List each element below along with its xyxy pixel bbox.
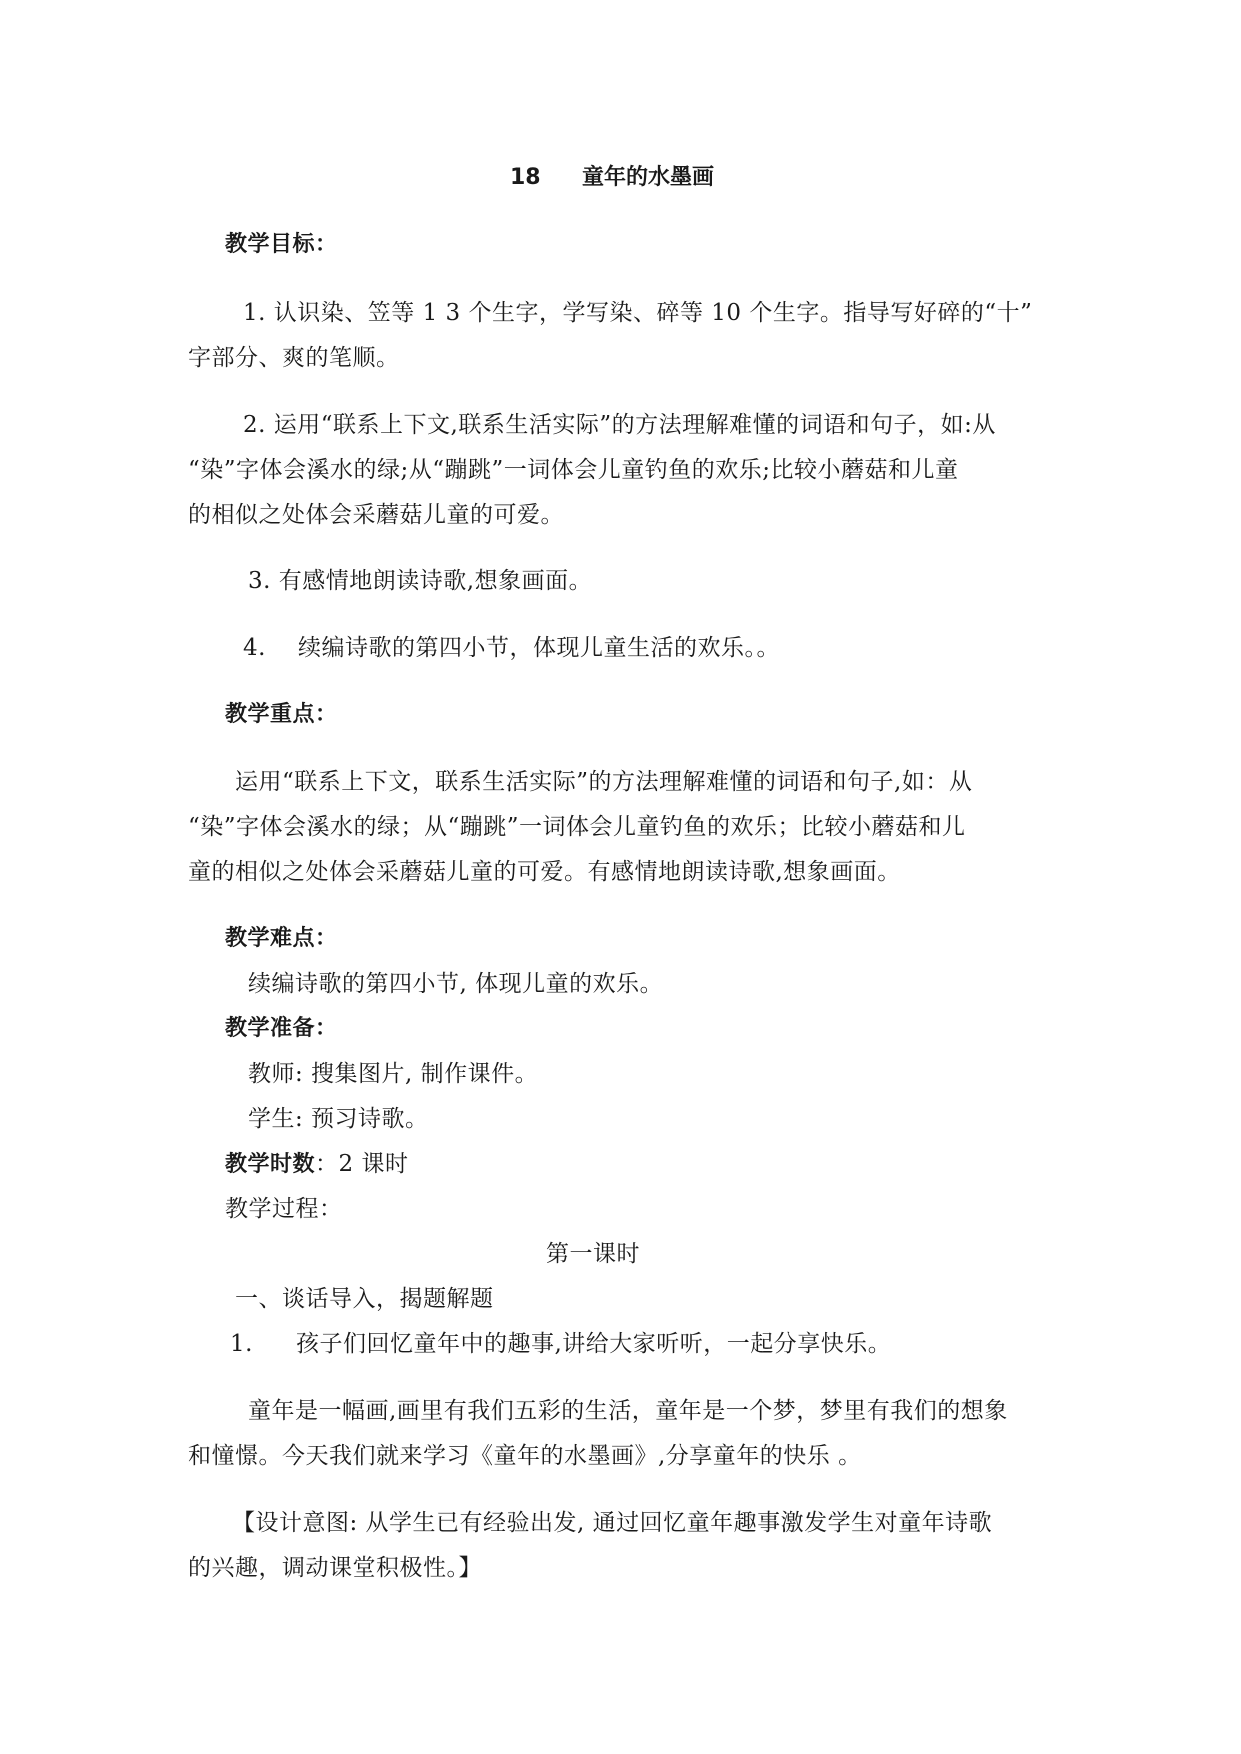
preparation-student: 学生: 预习诗歌。: [248, 1106, 429, 1132]
preparation-heading: 教学准备：: [225, 1016, 338, 1041]
intro-paragraph-line1: 童年是一幅画,画里有我们五彩的生活，童年是一个梦，梦里有我们的想象: [248, 1398, 1008, 1424]
lesson-number: 18: [510, 165, 541, 190]
step-1-number: 1.: [230, 1331, 253, 1357]
key-points-line2: “染”字体会溪水的绿；从“蹦跳”一词体会儿童钓鱼的欢乐；比较小蘑菇和儿: [188, 814, 966, 840]
objective-2-line3: 的相似之处体会采蘑菇儿童的可爱。: [188, 502, 564, 528]
key-points-line3: 童的相似之处体会采蘑菇儿童的可爱。有感情地朗读诗歌,想象画面。: [188, 859, 901, 885]
lesson-period: 第一课时: [546, 1241, 640, 1267]
hours-value: ：2 课时: [315, 1151, 409, 1177]
intro-paragraph-line2: 和憧憬。今天我们就来学习《童年的水墨画》,分享童年的快乐 。: [188, 1443, 862, 1469]
hours-row: [225, 1149, 408, 1180]
design-intent-line2: 的兴趣，调动课堂积极性。】: [188, 1555, 482, 1581]
preparation-teacher: 教师: 搜集图片, 制作课件。: [248, 1061, 539, 1087]
objectives-heading: 教学目标：: [225, 232, 338, 257]
objective-3: 3. 有感情地朗读诗歌,想象画面。: [248, 568, 593, 594]
objective-1-line2: 字部分、爽的笔顺。: [188, 345, 400, 371]
key-points-line1: 运用“联系上下文，联系生活实际”的方法理解难懂的词语和句子,如：从: [235, 769, 973, 795]
step-1-text: 孩子们回忆童年中的趣事,讲给大家听听，一起分享快乐。: [296, 1331, 892, 1357]
objective-4-number: 4.: [243, 635, 266, 661]
difficulties-text: 续编诗歌的第四小节, 体现儿童的欢乐。: [248, 971, 664, 997]
objective-4-text: 续编诗歌的第四小节，体现儿童生活的欢乐。。: [298, 635, 780, 661]
design-intent-line1: 【设计意图: 从学生已有经验出发, 通过回忆童年趣事激发学生对童年诗歌: [232, 1510, 993, 1536]
objective-2-line2: “染”字体会溪水的绿;从“蹦跳”一词体会儿童钓鱼的欢乐;比较小蘑菇和儿童: [188, 457, 959, 483]
lesson-title: [510, 163, 714, 193]
lesson-name: 童年的水墨画: [582, 165, 715, 190]
key-points-heading: 教学重点：: [225, 702, 338, 727]
process-heading: 教学过程：: [225, 1196, 343, 1222]
section-1-heading: 一、谈话导入，揭题解题: [235, 1286, 494, 1312]
objective-1-line1: 1. 认识染、笠等 1 3 个生字，学写染、碎等 10 个生字。指导写好碎的“十”: [243, 300, 1033, 326]
hours-label: 教学时数: [225, 1152, 316, 1177]
objective-2-line1: 2. 运用“联系上下文,联系生活实际”的方法理解难懂的词语和句子，如:从: [243, 412, 996, 438]
difficulties-heading: 教学难点：: [225, 926, 338, 951]
